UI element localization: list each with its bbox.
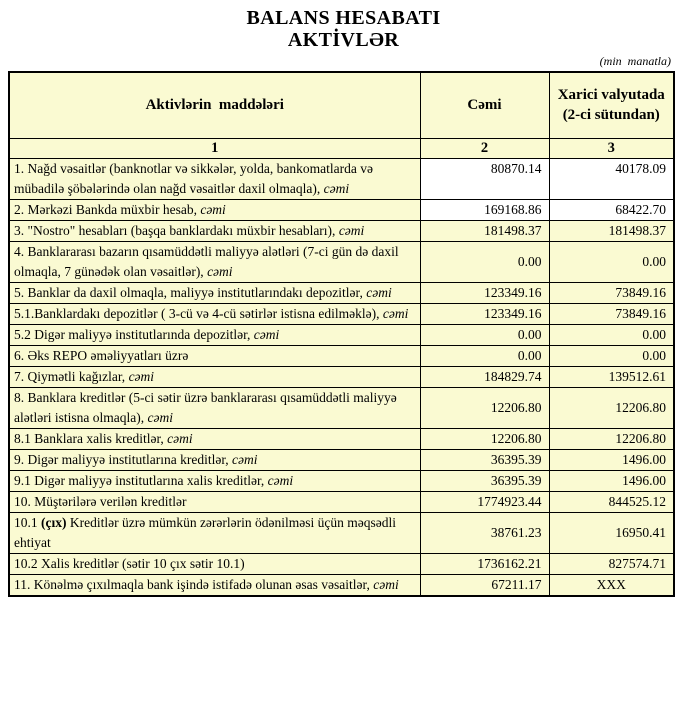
- table-body: [9, 158, 674, 596]
- assets-table: [8, 71, 675, 597]
- table-row: [9, 345, 674, 366]
- total-value-cell: 181498.37: [420, 220, 549, 241]
- row-label-cell: [9, 199, 420, 220]
- foreign-value-cell: 0.00: [549, 241, 674, 282]
- foreign-value-cell: 12206.80: [549, 428, 674, 449]
- total-value-cell: 184829.74: [420, 366, 549, 387]
- total-value-cell: 123349.16: [420, 282, 549, 303]
- total-value-cell: 0.00: [420, 324, 549, 345]
- table-row: [9, 220, 674, 241]
- row-label-segment: 5.1.Banklardakı depozitlər ( 3-cü və 4-cü sətirlər istisna edilməklə),: [14, 305, 383, 321]
- total-value-cell: 0.00: [420, 241, 549, 282]
- row-label-segment: 11. Könəlmə çıxılmaqla bank işində istifadə olunan əsas vəsaitlər,: [14, 576, 374, 592]
- table-row: [9, 553, 674, 574]
- row-label-cell: [9, 282, 420, 303]
- row-label-cell: [9, 512, 420, 553]
- table-header-row: [9, 72, 674, 138]
- unit-note: (min manatla): [599, 54, 671, 68]
- row-label-italic-segment: cəmi: [253, 326, 280, 342]
- row-label-segment: 7. Qiymətli kağızlar,: [14, 368, 129, 384]
- row-label-segment: 8. Banklara kreditlər (5-ci sətir üzrə banklararası qısamüddətli maliyyə alətləri istisna olmaqla),: [14, 389, 397, 425]
- row-label-italic-segment: cəmi: [382, 305, 409, 321]
- row-label-bold-segment: (çıx): [41, 514, 67, 530]
- total-value-cell: 1774923.44: [420, 491, 549, 512]
- total-value-cell: 67211.17: [420, 574, 549, 596]
- row-label-cell: [9, 324, 420, 345]
- row-label-cell: [9, 241, 420, 282]
- total-value-cell: 12206.80: [420, 387, 549, 428]
- row-label-segment: 6. Əks REPO əməliyyatları üzrə: [14, 347, 189, 363]
- table-row: [9, 241, 674, 282]
- row-label-italic-segment: cəmi: [373, 576, 399, 592]
- row-label-segment: 10.2 Xalis kreditlər (sətir 10 çıx sətir 10.1): [14, 555, 245, 571]
- table-row: [9, 449, 674, 470]
- row-label-segment: 5.2 Digər maliyyə institutlarında depozitlər,: [14, 326, 254, 342]
- page-title: BALANS HESABATI: [246, 7, 441, 29]
- foreign-value-cell: 181498.37: [549, 220, 674, 241]
- foreign-value-cell: 1496.00: [549, 470, 674, 491]
- foreign-value-cell: 16950.41: [549, 512, 674, 553]
- row-label-segment: Kreditlər üzrə mümkün zərərlərin ödənilməsi üçün məqsədli ehtiyat: [14, 514, 396, 550]
- report-titles: [0, 0, 687, 51]
- row-label-cell: [9, 574, 420, 596]
- row-label-cell: [9, 366, 420, 387]
- row-label-italic-segment: cəmi: [338, 222, 365, 238]
- index-total-column: 2: [420, 138, 549, 158]
- row-label-cell: [9, 345, 420, 366]
- row-label-italic-segment: cəmi: [267, 472, 294, 488]
- row-label-cell: [9, 428, 420, 449]
- row-label-cell: [9, 470, 420, 491]
- row-label-italic-segment: cəmi: [167, 430, 193, 446]
- row-label-segment: 10.1: [14, 514, 41, 530]
- table-row: [9, 491, 674, 512]
- row-label-cell: [9, 220, 420, 241]
- index-items-column: 1: [9, 138, 420, 158]
- foreign-value-cell: 73849.16: [549, 303, 674, 324]
- row-label-italic-segment: cəmi: [207, 263, 233, 279]
- total-value-cell: 1736162.21: [420, 553, 549, 574]
- row-label-italic-segment: cəmi: [200, 201, 226, 217]
- row-label-segment: 2. Mərkəzi Bankda müxbir hesab,: [14, 201, 201, 217]
- header-foreign-column: Xarici valyutada (2-ci sütundan): [549, 72, 674, 138]
- row-label-segment: 1. Nağd vəsaitlər (banknotlar və sikkələr, yolda, bankomatlarda və mübadilə şöbələrində olan nağd vəsaitlər daxil olmaqla),: [14, 160, 373, 196]
- table-row: [9, 158, 674, 199]
- table-row: [9, 387, 674, 428]
- row-label-italic-segment: cəmi: [128, 368, 155, 384]
- total-value-cell: 123349.16: [420, 303, 549, 324]
- total-value-cell: 36395.39: [420, 449, 549, 470]
- row-label-segment: 3. "Nostro" hesabları (başqa banklardakı müxbir hesabları),: [14, 222, 339, 238]
- foreign-value-cell: 139512.61: [549, 366, 674, 387]
- table-row: [9, 199, 674, 220]
- table-row: [9, 574, 674, 596]
- row-label-cell: [9, 387, 420, 428]
- table-row: [9, 470, 674, 491]
- foreign-value-cell: 844525.12: [549, 491, 674, 512]
- foreign-value-cell: XXX: [549, 574, 674, 596]
- row-label-segment: 10. Müştərilərə verilən kreditlər: [14, 493, 187, 509]
- row-label-cell: [9, 491, 420, 512]
- row-label-segment: 9.1 Digər maliyyə institutlarına xalis kreditlər,: [14, 472, 268, 488]
- foreign-value-cell: 68422.70: [549, 199, 674, 220]
- table-row: [9, 282, 674, 303]
- index-foreign-column: 3: [549, 138, 674, 158]
- table-row: [9, 512, 674, 553]
- foreign-value-cell: 0.00: [549, 345, 674, 366]
- header-items-column: Aktivlərin maddələri: [9, 72, 420, 138]
- row-label-segment: 8.1 Banklara xalis kreditlər,: [14, 430, 168, 446]
- row-label-segment: 5. Banklar da daxil olmaqla, maliyyə institutlarındakı depozitlər,: [14, 284, 367, 300]
- row-label-segment: 4. Banklararası bazarın qısamüddətli maliyyə alətləri (7-ci gün də daxil olmaqla, 7 günədək olan vəsaitlər),: [14, 243, 399, 279]
- total-value-cell: 169168.86: [420, 199, 549, 220]
- header-total-column: Cəmi: [420, 72, 549, 138]
- table-row: [9, 303, 674, 324]
- column-index-row: [9, 138, 674, 158]
- row-label-cell: [9, 158, 420, 199]
- foreign-value-cell: 0.00: [549, 324, 674, 345]
- foreign-value-cell: 40178.09: [549, 158, 674, 199]
- table-row: [9, 366, 674, 387]
- row-label-cell: [9, 303, 420, 324]
- table-row: [9, 428, 674, 449]
- row-label-italic-segment: cəmi: [232, 451, 258, 467]
- row-label-cell: [9, 449, 420, 470]
- total-value-cell: 0.00: [420, 345, 549, 366]
- row-label-italic-segment: cəmi: [147, 409, 173, 425]
- page-subtitle: AKTİVLƏR: [287, 29, 400, 51]
- total-value-cell: 80870.14: [420, 158, 549, 199]
- row-label-segment: 9. Digər maliyyə institutlarına kreditlər,: [14, 451, 233, 467]
- foreign-value-cell: 73849.16: [549, 282, 674, 303]
- table-row: [9, 324, 674, 345]
- total-value-cell: 38761.23: [420, 512, 549, 553]
- foreign-value-cell: 1496.00: [549, 449, 674, 470]
- total-value-cell: 12206.80: [420, 428, 549, 449]
- row-label-cell: [9, 553, 420, 574]
- total-value-cell: 36395.39: [420, 470, 549, 491]
- row-label-italic-segment: cəmi: [366, 284, 392, 300]
- row-label-italic-segment: cəmi: [323, 180, 350, 196]
- foreign-value-cell: 12206.80: [549, 387, 674, 428]
- foreign-value-cell: 827574.71: [549, 553, 674, 574]
